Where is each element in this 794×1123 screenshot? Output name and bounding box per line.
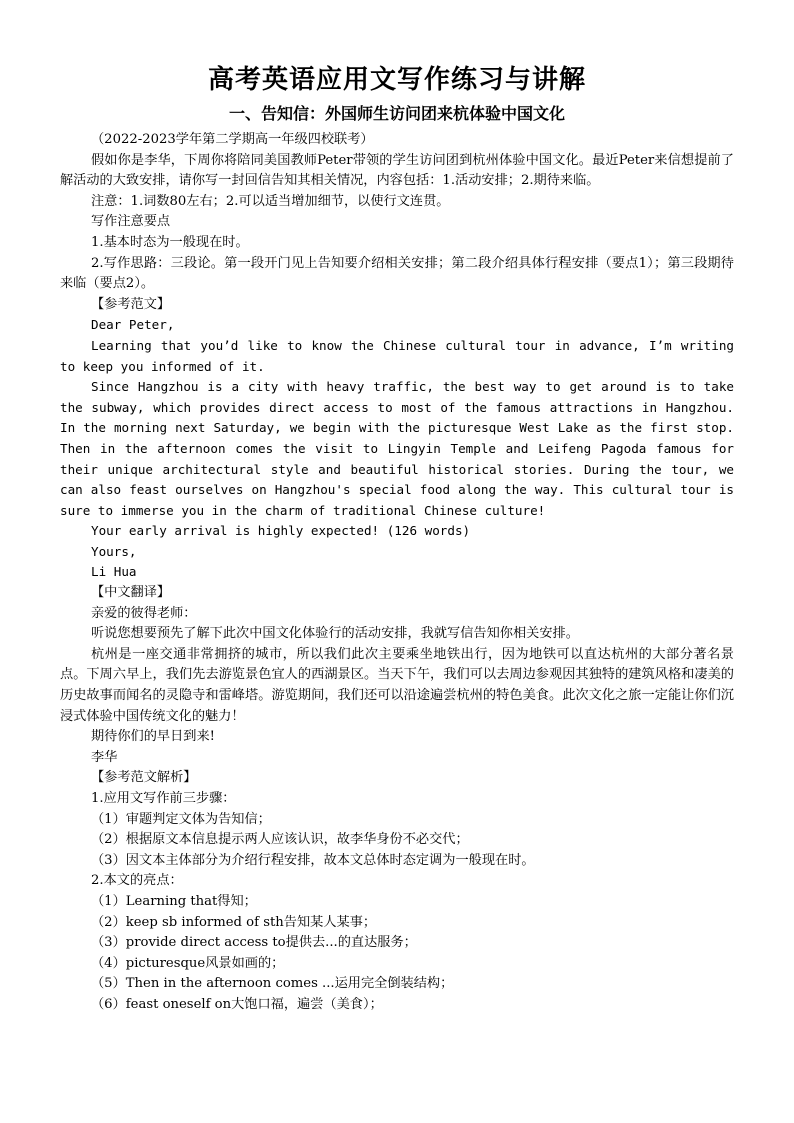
highlights-title: 2.本文的亮点： <box>91 873 183 889</box>
step-item: （1）审题判定文体为告知信； <box>91 811 271 827</box>
highlight-item: （2）keep sb informed of sth告知某人某事； <box>91 914 377 930</box>
translation-heading: 【中文翻译】 <box>91 585 171 601</box>
analysis-heading: 【参考范文解析】 <box>91 770 197 786</box>
points-heading: 写作注意要点 <box>91 214 171 230</box>
highlight-item: （6）feast oneself on大饱口福，遍尝（美食）； <box>91 996 383 1012</box>
letter-paragraph-3: Your early arrival is highly expected! (126 words) <box>91 523 471 539</box>
document-page <box>60 60 734 1016</box>
letter-closing: Yours, <box>91 543 137 559</box>
exam-source: （2022-2023学年第二学期高一年级四校联考） <box>91 132 374 147</box>
highlight-item: （3）provide direct access to提供去...的直达服务； <box>91 935 417 951</box>
section-subtitle: 一、告知信：外国师生访问团来杭体验中国文化 <box>228 104 565 123</box>
letter-paragraph-2: Since Hangzhou is a city with heavy traffic, the best way to get around is to take the subway, which provides direct access to most of the famous attractions in Hangzhou. In the morning next Saturday, we begin with the picturesque West Lake as the first stop. Then in the afternoon comes the visit to Lingyin Temple and Leifeng Pagoda famous for their unique architectural style and beautiful historical stories. During the tour, we can also feast ourselves on Hangzhou's special food along the way. This cultural tour is sure to immerse you in the charm of traditional Chinese culture! <box>60 379 734 518</box>
letter-greeting: Dear Peter, <box>91 317 175 333</box>
translation-paragraph-3: 期待你们的早日到来! <box>91 729 215 745</box>
steps-title: 1.应用文写作前三步骤： <box>91 791 236 806</box>
point-2: 2.写作思路：三段论。第一段开门见上告知要介绍相关安排；第二段介绍具体行程安排（要点1）；第三段期待来临（要点2）。 <box>60 255 734 292</box>
step-item: （3）因文本主体部分为介绍行程安排，故本文总体时态定调为一般现在时。 <box>91 852 535 868</box>
letter-signature: Li Hua <box>91 564 137 580</box>
task-notice: 注意：1.词数80左右；2.可以适当增加细节，以使行文连贯。 <box>91 193 450 209</box>
task-prompt: 假如你是李华，下周你将陪同美国教师Peter带领的学生访问团到杭州体验中国文化。最近Peter来信想提前了解活动的大致安排，请你写一封回信告知其相关情况，内容包括：1.活动安排；2.期待来临。 <box>60 152 734 189</box>
translation-paragraph-1: 听说您想要预先了解下此次中国文化体验行的活动安排，我就写信告知你相关安排。 <box>91 626 579 642</box>
point-1: 1.基本时态为一般现在时。 <box>91 234 249 250</box>
highlight-item: （5）Then in the afternoon comes ...运用完全倒装结构； <box>91 976 454 992</box>
highlight-item: （1）Learning that得知； <box>91 893 257 909</box>
step-item: （2）根据原文本信息提示两人应该认识，故李华身份不必交代； <box>91 832 469 848</box>
document-title: 高考英语应用文写作练习与讲解 <box>207 65 586 95</box>
translation-signature: 李华 <box>91 749 118 765</box>
translation-paragraph-2: 杭州是一座交通非常拥挤的城市，所以我们此次主要乘坐地铁出行，因为地铁可以直达杭州的大部分著名景点。下周六早上，我们先去游览景色宜人的西湖景区。当天下午，我们可以去周边参观因其独特的建筑风格和凄美的历史故事而闻名的灵隐寺和雷峰塔。游览期间，我们还可以沿途遍尝杭州的特色美食。此次文化之旅一定能让你们沉浸式体验中国传统文化的魅力！ <box>60 646 734 724</box>
reference-heading: 【参考范文】 <box>91 296 171 312</box>
translation-greeting: 亲爱的彼得老师： <box>91 605 197 621</box>
letter-paragraph-1: Learning that you’d like to know the Chinese cultural tour in advance, I’m writing to keep you informed of it. <box>60 337 734 374</box>
highlight-item: （4）picturesque风景如画的； <box>91 955 285 971</box>
